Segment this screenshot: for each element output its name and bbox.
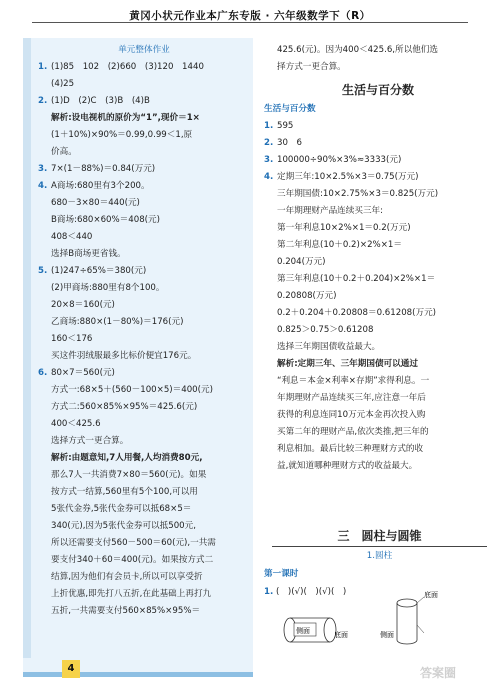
answer-line xyxy=(38,331,250,348)
answer-text: 上折优惠,即先打八五折,在此基础上再打九 xyxy=(51,589,212,599)
answer-text: 益,就知道哪种理财方式的收益最大。 xyxy=(277,461,418,471)
answer-text: (4)25 xyxy=(51,79,75,89)
answer-line xyxy=(38,603,250,620)
label-side-2: 侧面 xyxy=(380,631,394,639)
question-number: 3. xyxy=(264,155,274,165)
page-footer-band xyxy=(23,672,253,677)
answer-line xyxy=(38,501,250,518)
answer-line xyxy=(38,518,250,535)
answer-text: 解析:由题意知,7人用餐,人均消费80元, xyxy=(51,453,203,463)
answer-text: 595 xyxy=(277,121,294,131)
answer-line xyxy=(264,441,492,458)
answer-line xyxy=(38,586,250,603)
right-column xyxy=(264,42,492,475)
answer-line xyxy=(38,246,250,263)
question-number: 2. xyxy=(264,138,274,148)
answer-line xyxy=(38,127,250,144)
answer-line xyxy=(264,373,492,390)
answer-line xyxy=(38,263,250,280)
answer-line xyxy=(264,152,492,169)
page-number: 4 xyxy=(62,660,80,678)
answer-line xyxy=(38,178,250,195)
answer-line xyxy=(264,203,492,220)
answer-line xyxy=(264,186,492,203)
answer-text: 160＜176 xyxy=(51,334,93,344)
answer-text: 方式一:68×5＋(560－100×5)＝400(元) xyxy=(51,385,213,395)
answer-text: 选择方式一更合算。 xyxy=(51,436,129,446)
chapter-rule xyxy=(272,546,487,547)
answer-text: 400＜425.6 xyxy=(51,419,101,429)
answer-text: 340(元),因为5张代金券可以抵500元, xyxy=(51,521,196,531)
answer-text: 80×7＝560(元) xyxy=(51,368,115,378)
answer-text: 乙商场:880×(1－80%)＝176(元) xyxy=(51,317,184,327)
answer-text: 20×8＝160(元) xyxy=(51,300,115,310)
answer-line xyxy=(38,450,250,467)
answer-line xyxy=(264,390,492,407)
answer-text: 0.2＋0.204＋0.20808＝0.61208(万元) xyxy=(277,308,437,318)
answer-line xyxy=(264,424,492,441)
question-number: 6. xyxy=(38,368,48,378)
answer-text: 选择B商场更省钱。 xyxy=(51,249,126,259)
horizontal-cylinder xyxy=(284,618,336,642)
answer-text: 解析:设电视机的原价为“1”,现价＝1× xyxy=(51,113,200,123)
answer-text: 结算,因为他们有会员卡,所以可以享受折 xyxy=(51,572,203,582)
answer-text: 按方式一结算,560里有5个100,可以用 xyxy=(51,487,198,497)
answer-line xyxy=(38,212,250,229)
answer-text: 5张代金券,5张代金券可以抵68×5＝ xyxy=(51,504,192,514)
answer-line xyxy=(38,59,250,76)
question-number: 4. xyxy=(264,172,274,182)
answer-line xyxy=(38,280,250,297)
answer-line xyxy=(38,399,250,416)
answer-line xyxy=(264,407,492,424)
answer-line xyxy=(264,356,492,373)
answer-line xyxy=(38,433,250,450)
question-number: 3. xyxy=(38,164,48,174)
page-header: 黄冈小状元作业本广东专版 · 六年级数学下（R） xyxy=(129,10,371,22)
answer-text: (1)247÷65%＝380(元) xyxy=(51,266,147,276)
answer-text: 价高。 xyxy=(51,147,77,157)
answer-line xyxy=(38,382,250,399)
question-number: 1. xyxy=(38,62,48,72)
answer-text: 7×(1－88%)＝0.84(万元) xyxy=(51,164,156,174)
q1-number: 1. xyxy=(264,587,274,597)
lesson-label: 第一课时 xyxy=(264,569,299,579)
answer-line xyxy=(38,76,250,93)
answer-text: 买第二年的理财产品,依次类推,把三年的 xyxy=(277,427,429,437)
label-side-1: 侧面 xyxy=(296,627,310,635)
answer-text: 680－3×80＝440(元) xyxy=(51,198,140,208)
answer-line xyxy=(38,535,250,552)
left-column-band xyxy=(23,38,31,658)
answer-line xyxy=(38,195,250,212)
cylinder-figures xyxy=(272,585,492,655)
section-subtitle: 生活与百分数 xyxy=(264,104,316,114)
vertical-cylinder xyxy=(397,597,424,644)
answer-text: 三年期国债:10×2.75%×3＝0.825(万元) xyxy=(277,189,439,199)
answer-text: 选择三年期国债收益最大。 xyxy=(277,342,381,352)
answer-text: 五折,一共需要支付560×85%×95%＝ xyxy=(51,606,201,616)
answer-text: (1)85 102 (2)660 (3)120 1440 xyxy=(51,62,204,72)
answer-text: 0.204(万元) xyxy=(277,257,326,267)
answer-text: 第二年利息(10＋0.2)×2%×1＝ xyxy=(277,240,402,250)
chapter-title: 三 圆柱与圆锥 xyxy=(337,529,422,543)
answer-line xyxy=(264,288,492,305)
answer-line xyxy=(264,458,492,475)
answer-text: 定期三年:10×2.5%×3＝0.75(万元) xyxy=(277,172,419,182)
answer-text: 第三年利息(10＋0.2＋0.204)×2%×1＝ xyxy=(277,274,436,284)
answer-text: A商场:680里有3个200。 xyxy=(51,181,150,191)
answer-line xyxy=(264,237,492,254)
answer-text: 年期理财产品连续买三年,应注意一年后 xyxy=(277,393,426,403)
answer-text: B商场:680×60%＝408(元) xyxy=(51,215,160,225)
header-rule xyxy=(32,22,468,23)
answer-line xyxy=(38,348,250,365)
answer-line xyxy=(264,339,492,356)
answer-line xyxy=(264,322,492,339)
question-number: 4. xyxy=(38,181,48,191)
answer-line xyxy=(264,118,492,135)
answer-text: 第一年利息10×2%×1＝0.2(万元) xyxy=(277,223,411,233)
label-base-1: 底面 xyxy=(334,631,348,639)
answer-line xyxy=(264,305,492,322)
answer-line xyxy=(38,484,250,501)
answer-text: 所以还需要支付560－500＝60(元),一共需 xyxy=(51,538,216,548)
answer-text: 100000÷90%×3%≈3333(元) xyxy=(277,155,402,165)
answer-line xyxy=(264,271,492,288)
q1-text: ( )(√)( )(√)( ) xyxy=(275,587,347,597)
answer-text: 0.825＞0.75＞0.61208 xyxy=(277,325,374,335)
answer-line xyxy=(38,229,250,246)
answer-line xyxy=(264,254,492,271)
answer-text: 解析:定期三年、三年期国债可以通过 xyxy=(277,359,418,369)
answer-line xyxy=(38,416,250,433)
answer-text: 获得的利息连同10万元本金再次投入购 xyxy=(277,410,426,420)
question-number: 2. xyxy=(38,96,48,106)
answer-line xyxy=(264,220,492,237)
answer-line xyxy=(38,161,250,178)
answer-text: 利息相加。最后比较三种理财方式的收 xyxy=(277,444,424,454)
answer-text: (2)甲商场:880里有8个100。 xyxy=(51,283,165,293)
answer-text: (1)D (2)C (3)B (4)B xyxy=(51,96,150,106)
answer-text: (1＋10%)×90%＝0.99,0.99＜1,原 xyxy=(51,130,193,140)
label-base-2: 底面 xyxy=(424,591,438,599)
answer-line xyxy=(38,467,250,484)
question-number: 5. xyxy=(38,266,48,276)
answer-line xyxy=(264,169,492,186)
section-title: 单元整体作业 xyxy=(118,45,170,55)
answer-text: 买这件羽绒服最多比标价便宜176元。 xyxy=(51,351,197,361)
answer-line xyxy=(38,297,250,314)
answer-line xyxy=(264,42,492,59)
answer-line xyxy=(38,365,250,382)
answer-text: “利息＝本金×利率×存期”求得利息。一 xyxy=(277,376,430,386)
answer-text: 30 6 xyxy=(277,138,302,148)
left-column xyxy=(38,42,250,620)
section-title: 生活与百分数 xyxy=(341,83,414,97)
answer-text: 一年期理财产品连续买三年: xyxy=(277,206,384,216)
answer-line xyxy=(38,93,250,110)
answer-text: 425.6(元)。因为400＜425.6,所以他们选 xyxy=(277,45,438,55)
answer-line xyxy=(38,552,250,569)
question-number: 1. xyxy=(264,121,274,131)
answer-text: 那么7人一共消费7×80＝560(元)。如果 xyxy=(51,470,207,480)
answer-text: 要支付340＋60＝400(元)。如果按方式二 xyxy=(51,555,214,565)
answer-line xyxy=(38,569,250,586)
answer-text: 408＜440 xyxy=(51,232,93,242)
answer-line xyxy=(264,135,492,152)
answer-text: 择方式一更合算。 xyxy=(277,62,346,72)
watermark: 答案圈 xyxy=(420,666,457,680)
answer-line xyxy=(264,59,492,76)
answer-line xyxy=(38,314,250,331)
chapter-subtitle: 1.圆柱 xyxy=(366,551,393,561)
answer-text: 方式二:560×85%×95%＝425.6(元) xyxy=(51,402,198,412)
answer-line xyxy=(38,144,250,161)
answer-line xyxy=(38,110,250,127)
answer-text: 0.20808(万元) xyxy=(277,291,337,301)
